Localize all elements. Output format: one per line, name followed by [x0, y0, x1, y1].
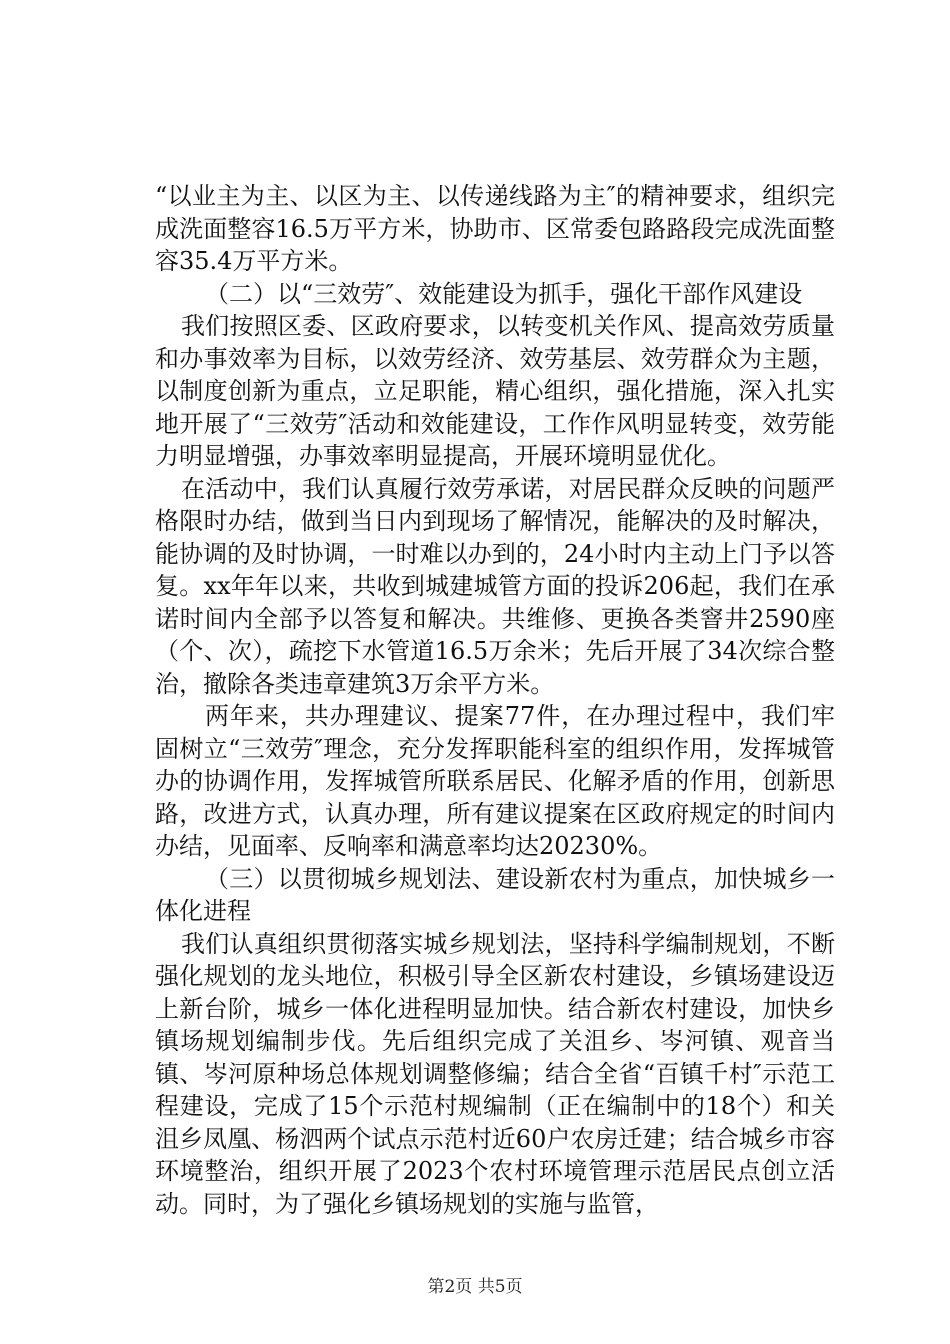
paragraph-1: “以业主为主、以区为主、以传递线路为主″的精神要求，组织完成洗面整容16.5万平方米，协助市、区常委包路路段完成洗面整容35.4万平方米。 [155, 182, 835, 275]
page-footer: 第2页 共5页 [427, 1277, 523, 1297]
paragraph-2: 我们按照区委、区政府要求，以转变机关作风、提高效劳质量和办事效率为目标，以效劳经济、效劳基层、效劳群众为主题，以制度创新为重点，立足职能，精心组织，强化措施，深入扎实地开展了“三效劳″活动和效能建设，工作作风明显转变，效劳能力明显增强，办事效率明显提高，开展环境明显优化。 [155, 312, 835, 470]
document-body [155, 180, 835, 1220]
section-heading-2: （二）以“三效劳″、效能建设为抓手，强化干部作风建设 [205, 279, 803, 308]
paragraph-5: 我们认真组织贯彻落实城乡规划法，坚持科学编制规划，不断强化规划的龙头地位，积极引导全区新农村建设，乡镇场建设迈上新台阶，城乡一体化进程明显加快。结合新农村建设，加快乡镇场规划编制步伐。先后组织完成了关沮乡、岑河镇、观音当镇、岑河原种场总体规划调整修编；结合全省“百镇千村″示范工程建设，完成了15个示范村规编制（正在编制中的18个）和关沮乡凤凰、杨泗两个试点示范村近60户农房迁建；结合城乡市容环境整治，组织开展了2023个农村环境管理示范居民点创立活动。同时，为了强化乡镇场规划的实施与监管， [155, 929, 835, 1218]
paragraph-4: 两年来，共办理建议、提案77件，在办理过程中，我们牢固树立“三效劳″理念，充分发挥职能科室的组织作用，发挥城管办的协调作用，发挥城管所联系居民、化解矛盾的作用，创新思路，改进方式，认真办理，所有建议提案在区政府规定的时间内办结，见面率、反响率和满意率均达20230%。 [155, 702, 835, 860]
paragraph-3: 在活动中，我们认真履行效劳承诺，对居民群众反映的问题严格限时办结，做到当日内到现场了解情况，能解决的及时解决，能协调的及时协调，一时难以办到的，24小时内主动上门予以答复。xx年年以来，共收到城建城管方面的投诉206起，我们在承诺时间内全部予以答复和解决。共维修、更换各类窨井2590座（个、次），疏挖下水管道16.5万余米；先后开展了34次综合整治，撤除各类违章建筑3万余平方米。 [155, 474, 835, 698]
section-heading-3: （三）以贯彻城乡规划法、建设新农村为重点，加快城乡一体化进程 [155, 864, 835, 925]
